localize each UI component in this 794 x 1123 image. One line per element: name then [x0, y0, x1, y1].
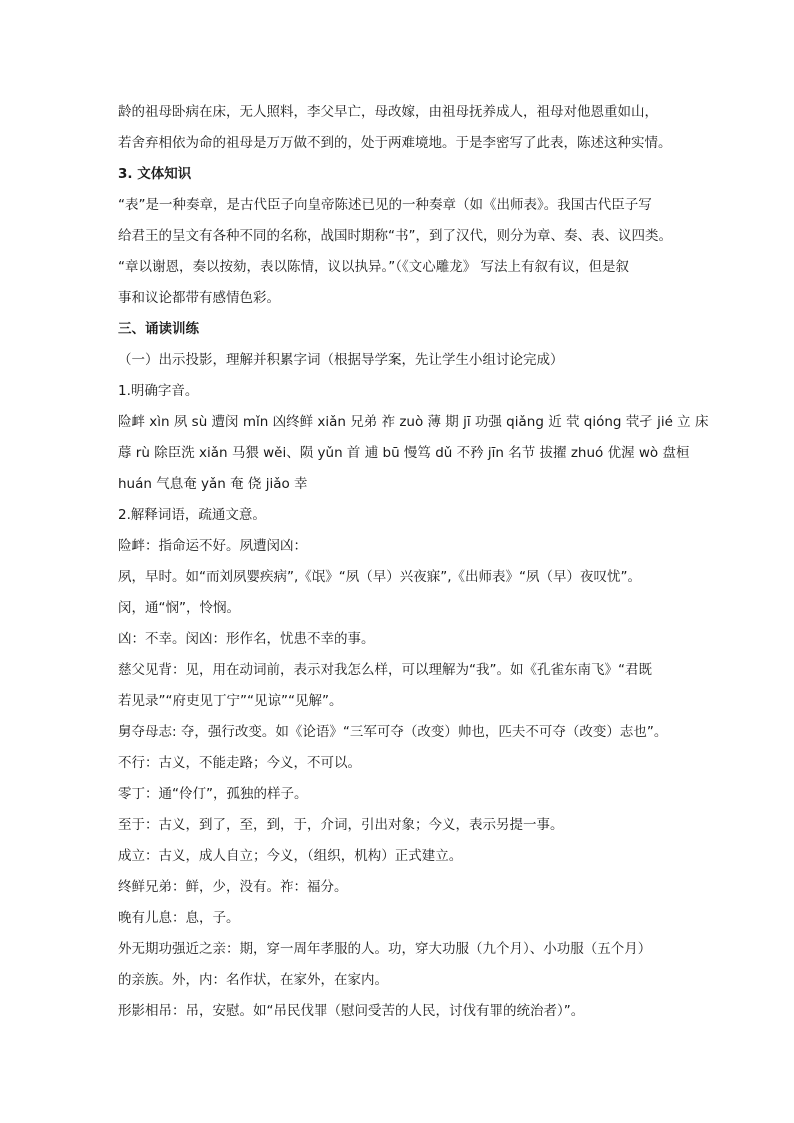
pinyin-line: 险衅 xìn 夙 sù 遭闵 mǐn 凶终鲜 xiǎn 兄弟 祚 zuò 薄 期 jī 功强 qiǎng 近 茕 qióng 茕孑 jié 立 床 [118, 414, 709, 430]
text-line: “章以谢恩，奏以按劾，表以陈情，议以执异。”（《文心雕龙》 写法上有叙有议，但是叙 [118, 259, 630, 275]
pinyin-line: 蓐 rù 除臣洗 xiǎn 马猥 wěi、陨 yǔn 首 逋 bū 慢笃 dǔ 不矜 jīn 名节 拔擢 zhuó 优渥 wò 盘桓 [118, 445, 690, 461]
text-line: 事和议论都带有感情色彩。 [118, 290, 280, 306]
text-line: 慈父见背：见，用在动词前，表示对我怎么样，可以理解为“我”。如《孔雀东南飞》“君既 [118, 662, 652, 678]
text-line: 不行：古义，不能走路；今义，不可以。 [118, 755, 361, 771]
text-line: 2.解释词语，疏通文意。 [118, 507, 266, 523]
pinyin-line: huán 气息奄 yǎn 奄 侥 jiǎo 幸 [118, 476, 308, 492]
text-line: 终鲜兄弟：鲜，少，没有。祚：福分。 [118, 879, 348, 895]
text-line: 至于：古义，到了，至，到，于，介词，引出对象；今义，表示另提一事。 [118, 817, 564, 833]
section-heading: 3. 文体知识 [118, 166, 192, 182]
text-line: 形影相吊：吊，安慰。如“吊民伐罪（慰问受苦的人民，讨伐有罪的统治者）”。 [118, 1003, 585, 1019]
text-line: 若见录”“府吏见丁宁”“见谅”“见解”。 [118, 693, 343, 709]
text-line: 成立：古义，成人自立；今义，（组织，机构）正式建立。 [118, 848, 463, 864]
text-line: 凶：不幸。闵凶：形作名，忧患不幸的事。 [118, 631, 375, 647]
text-line: 若舍弃相依为命的祖母是万万做不到的，处于两难境地。于是李密写了此表，陈述这种实情。 [118, 135, 672, 151]
text-line: 零丁：通“伶仃”，孤独的样子。 [118, 786, 308, 802]
text-line: 给君王的呈文有各种不同的名称，战国时期称“书”，到了汉代，则分为章、奏、表、议四类。 [118, 228, 672, 244]
text-line: 1.明确字音。 [118, 383, 199, 399]
text-line: 险衅：指命运不好。夙遭闵凶： [118, 538, 307, 554]
text-line: “表”是一种奏章，是古代臣子向皇帝陈述已见的一种奏章（如《出师表》。我国古代臣子写 [118, 197, 652, 213]
text-line: （一）出示投影，理解并积累字词（根据导学案，先让学生小组讨论完成） [118, 352, 564, 368]
text-line: 龄的祖母卧病在床，无人照料，李父早亡，母改嫁，由祖母抚养成人，祖母对他恩重如山， [118, 104, 658, 120]
text-line: 的亲族。外，内：名作状，在家外，在家内。 [118, 972, 388, 988]
text-line: 外无期功强近之亲：期，穿一周年孝服的人。功，穿大功服（九个月）、小功服（五个月） [118, 941, 652, 957]
text-line: 闵，通“悯”，怜悯。 [118, 600, 240, 616]
text-line: 晚有儿息：息，子。 [118, 910, 240, 926]
text-line: 舅夺母志: 夺，强行改变。如《论语》“三军可夺（改变）帅也，匹夫不可夺（改变）志也”。 [118, 724, 668, 740]
text-line: 夙，早时。如“而刘夙婴疾病”,《氓》“夙（早）兴夜寐”,《出师表》“夙（早）夜叹忧”。 [118, 569, 642, 585]
section-heading: 三、诵读训练 [118, 321, 199, 337]
